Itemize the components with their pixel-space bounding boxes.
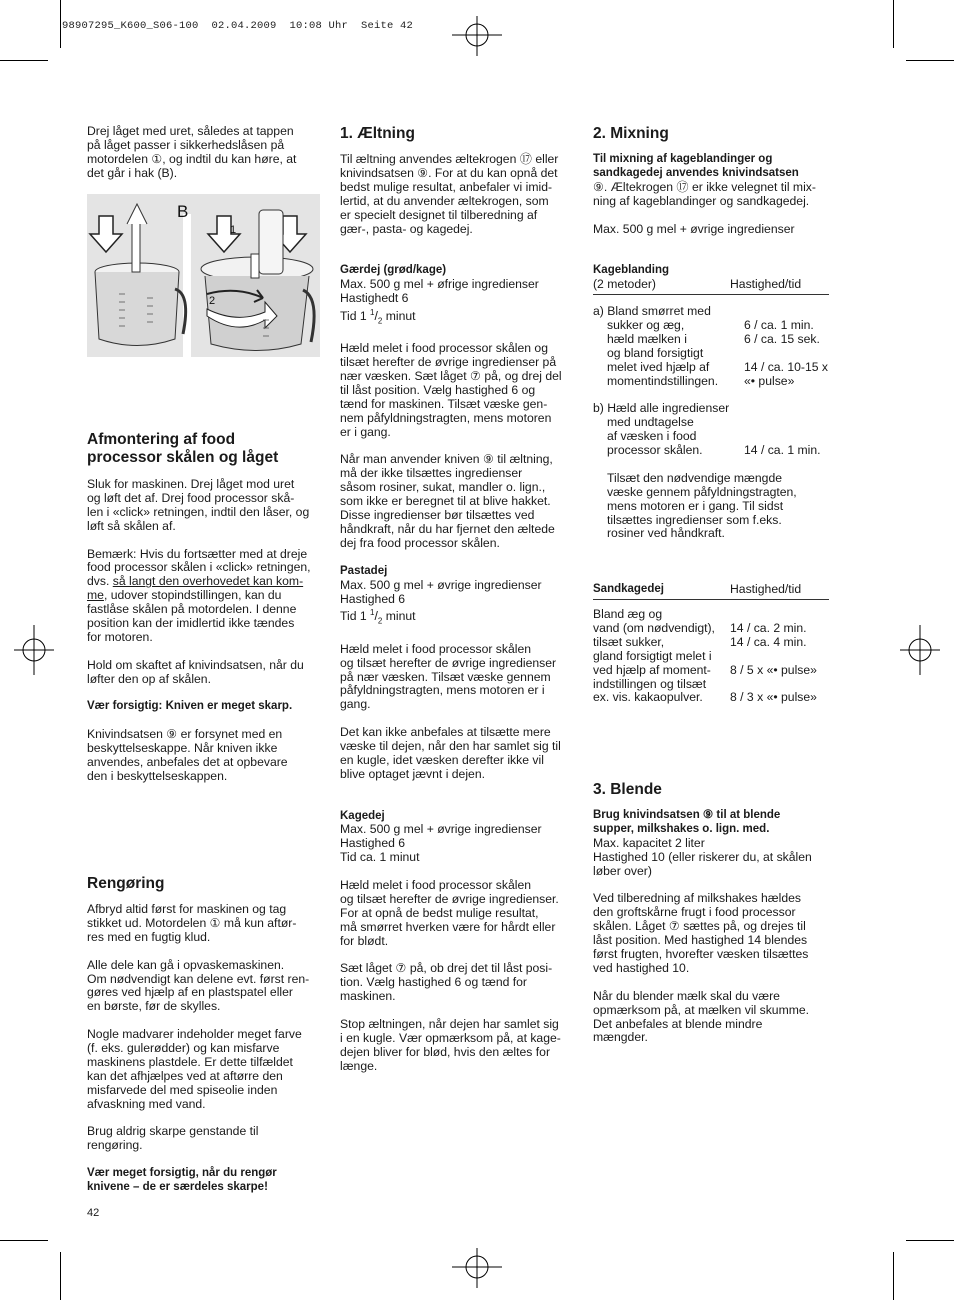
crop-mark [906, 1240, 954, 1241]
text-line: Max. 500 g mel + øvrige ingredienser [340, 822, 542, 837]
text-line: en børste, før de skylles. [87, 999, 221, 1014]
text-line: og løft det af. Drej food processor skå- [87, 490, 295, 505]
table-cell: tilsæt sukker, [593, 634, 665, 649]
text-line: påfyldningstragten, mens motoren er i [340, 683, 545, 698]
text-line: anvendes, anbefales det at opbevare [87, 755, 288, 770]
fraction-numerator: 1 [370, 307, 375, 317]
text-line: Disse ingredienser bør tilsættes ved [340, 508, 535, 523]
text-fragment: minut [382, 309, 416, 323]
text-line: position kan der imidlertid ikke tændes [87, 616, 295, 631]
text-line: er i gang. [340, 424, 391, 439]
figure-label-b: B [177, 202, 189, 221]
text-line: Tid ca. 1 minut [340, 850, 420, 865]
table-cell: a) Bland smørret med [593, 304, 711, 319]
text-line: Max. 500 g mel + øfrige ingredienser [340, 277, 539, 292]
text-line: Når man anvender kniven ⑨ til æltning, [340, 452, 553, 467]
column-middle [340, 125, 580, 1074]
table-cell: processor skålen. [607, 443, 703, 458]
column-left [87, 125, 327, 181]
text-line: løft så skålen af. [87, 518, 176, 533]
section-heading: Rengøring [87, 875, 165, 892]
text-line: skålen. Låget ⑦ sættes på, og drejes til [593, 919, 806, 934]
text-line: Max. kapacitet 2 liter [593, 835, 705, 850]
table-cell [744, 430, 829, 444]
table-rule [593, 294, 829, 295]
text-line: fastlåse skålen på motordelen. I denne [87, 602, 297, 617]
text-line: blive optaget jævnt i dejen. [340, 766, 485, 781]
table-title: Kageblanding [593, 264, 670, 277]
column-left-lower [87, 431, 327, 784]
crop-mark [60, 1252, 61, 1300]
column-left-cleaning [87, 875, 327, 1195]
table-cell: 14 / ca. 10-15 x [744, 359, 829, 374]
text-line: tilsættes ingredienser som f.eks. [607, 512, 782, 527]
text-line: løber over) [593, 863, 652, 878]
text-line: stikket ud. Motordelen ① må kun aftør- [87, 915, 297, 930]
text-line: Hastighed 6 [340, 591, 406, 606]
table-row [593, 622, 829, 636]
bold-line: Til mixning af kageblandinger og [593, 153, 773, 165]
text-line: Tid 1 $^1/_2$ minut [340, 608, 416, 626]
table-cell [730, 678, 829, 692]
table-cell: vand (om nødvendigt), [593, 620, 715, 635]
text-line: dej fra food processor skålen. [340, 535, 500, 550]
table-cell: med undtagelse [607, 415, 694, 430]
table-row [593, 608, 829, 622]
table-header [593, 278, 829, 292]
text-line: væske til dejen, når den har samlet sig til [340, 739, 561, 754]
table-row [593, 430, 829, 444]
text-line: Hæld melet i food processor skålen [340, 878, 532, 893]
text-line: Hastighedt 6 [340, 291, 409, 306]
text-line: Tid 1 $^1/_2$ minut [340, 307, 416, 326]
table-cell: ex. vis. kakaopulver. [593, 690, 703, 705]
section-heading: Afmontering af food [87, 431, 236, 448]
text-line: en kugle, idet væsken derefter ikke vil [340, 752, 544, 767]
table-cell: ved hjælp af moment- [593, 662, 711, 677]
text-line: Stop æltningen, når dejen har samlet sig [340, 1017, 559, 1032]
table-cell: 14 / ca. 4 min. [730, 634, 807, 649]
text-line: Bemærk: Hvis du fortsætter med at dreje [87, 546, 308, 561]
text-line: Sluk for maskinen. Drej låget mod uret [87, 477, 295, 491]
text-line: res med en fugtig klud. [87, 929, 211, 944]
text-line: ning af kageblandinger og sandkagedej. [593, 193, 810, 208]
fraction-denominator: 2 [377, 616, 383, 626]
table-cell: og bland forsigtigt [607, 345, 704, 360]
warning-text: Vær meget forsigtig, når du rengør [87, 1167, 277, 1180]
table-cell: 8 / 3 x «• pulse» [730, 690, 817, 705]
text-line: løfter den op af skålen. [87, 671, 211, 686]
text-line: og tilsæt herefter de øvrige ingredienser [340, 655, 557, 670]
table-row [593, 305, 829, 319]
table-row [593, 650, 829, 664]
crop-mark [893, 1252, 894, 1300]
table-title: Sandkagedej [593, 583, 664, 596]
text-line: nær væsken. Sæt låget ⑦ på, og drej del [340, 369, 562, 384]
underlined-text: så langt den overhovedet kan kom- [112, 574, 304, 589]
text-line: afvaskning med vand. [87, 1096, 206, 1111]
table-row [593, 402, 829, 416]
crop-mark [0, 60, 48, 61]
intro-line: motordelen ①, og indtil du kan høre, at [87, 151, 297, 166]
section-heading: 1. Æltning [340, 125, 415, 142]
warning-text: Vær forsigtig: Kniven er meget skarp. [87, 700, 293, 713]
table-cell [744, 416, 829, 430]
text-line: len i «click» retningen, indtil den låser, og [87, 504, 310, 519]
fraction-numerator: 1 [370, 608, 375, 618]
recipe-title: Gærdej (grød/kage) [340, 264, 447, 277]
table-row [593, 444, 829, 458]
text-fragment: dvs. [87, 574, 113, 589]
text-line: ⑨. Æltekrogen ⑰ er ikke velegnet til mix- [593, 179, 816, 194]
text-line: maskinen. [340, 989, 396, 1004]
text-line: som ikke er beregnet til at blive hakket. [340, 494, 551, 509]
text-line: Sæt låget ⑦ på, ob drej det til låst posi- [340, 961, 553, 976]
table-cell [730, 650, 829, 664]
text-line: bedst mulige resultat, anbefaler vi imid- [340, 179, 553, 194]
text-line: Max. 500 g mel + øvrige ingredienser [340, 577, 542, 592]
text-fragment: , udover stopindstillingen, kan du [103, 588, 282, 603]
text-line: rosiner ved håndkraft. [607, 526, 725, 541]
text-line: For at opnå de bedst mulige resultat, [340, 905, 539, 920]
text-line: Tilsæt den nødvendige mængde [607, 470, 783, 485]
table-cell: 6 / ca. 15 sek. [744, 331, 820, 346]
assembly-illustration [87, 194, 320, 357]
table-cell: af væsken i food [607, 429, 697, 444]
table-row [593, 636, 829, 650]
text-line: Max. 500 g mel + øvrige ingredienser [593, 221, 795, 236]
text-line: Nogle madvarer indeholder meget farve [87, 1027, 302, 1042]
table-row [593, 319, 829, 333]
registration-mark [900, 625, 940, 675]
registration-mark [14, 625, 54, 675]
text-line: rengøring. [87, 1138, 143, 1153]
crop-mark [893, 0, 894, 48]
table-cell [793, 402, 829, 416]
table-cell: 8 / 5 x «• pulse» [730, 662, 817, 677]
text-line: ved hastighed 10. [593, 960, 690, 975]
text-line: beskyttelseskappe. Når kniven ikke [87, 741, 278, 756]
text-line: må der ikke tilsættes ingredienser [340, 466, 523, 481]
registration-mark [452, 16, 502, 56]
bold-line: sandkagedej anvendes knivindsatsen [593, 166, 799, 179]
text-fragment: Tid 1 [340, 309, 371, 323]
table-col-header: Hastighed/tid [730, 277, 802, 292]
table-cell: momentindstillingen. [607, 373, 719, 388]
text-line: Det anbefales at blende mindre [593, 1016, 763, 1031]
bold-line: Brug knivindsatsen ⑨ til at blende [593, 809, 781, 821]
text-line: Brug aldrig skarpe genstande til [87, 1124, 259, 1139]
table-cell: melet ived hjælp af [607, 359, 710, 374]
bold-line: supper, milkshakes o. lign. med. [593, 822, 770, 835]
text-line: Afbryd altid først for maskinen og tag [87, 902, 287, 916]
recipe-title: Kagedej [340, 809, 385, 822]
text-line: mens motoren er i gang. Til sidst [607, 498, 784, 513]
text-line: Alle dele kan gå i opvaskemaskinen. [87, 957, 285, 972]
table-row [593, 416, 829, 430]
column-right [593, 125, 829, 705]
text-line: dejen bliver for blød, hvis den æltes for [340, 1044, 550, 1059]
text-line: Det kan ikke anbefales at tilsætte mere [340, 725, 551, 740]
text-line: tion. Vælg hastighed 6 og tænd for [340, 975, 527, 990]
table-row [593, 375, 829, 389]
text-line: Knivindsatsen ⑨ er forsynet med en [87, 727, 283, 742]
table-header [593, 583, 829, 597]
table-cell: hæld mælken i [607, 331, 687, 346]
text-line: lertid, at du anvender æltekrogen, som [340, 193, 549, 208]
text-line: knivindsatsen ⑨. For at du kan opnå det [340, 165, 558, 180]
text-line: Hæld melet i food processor skålen og [340, 341, 548, 356]
text-line: den groftskårne frugt i food processor [593, 905, 796, 920]
underlined-text: me [87, 588, 104, 603]
text-line: Hold om skaftet af knivindsatsen, når du [87, 657, 304, 672]
text-line: i en kugle. Vær opmærksom på, at kage- [340, 1031, 561, 1045]
text-line: Om nødvendigt kan delene evt. først ren- [87, 971, 310, 986]
fraction-denominator: 2 [377, 316, 383, 326]
text-line: misfarvede del med spiseolie inden [87, 1082, 278, 1097]
text-line: Hæld melet i food processor skålen [340, 641, 532, 656]
table-row [593, 361, 829, 375]
text-line: Til æltning anvendes æltekrogen ⑰ eller [340, 152, 559, 166]
table-cell [730, 608, 829, 622]
text-line [87, 589, 327, 603]
table-cell: 14 / ca. 2 min. [730, 620, 807, 635]
intro-line: på låget passer i sikkerhedslåsen på [87, 137, 285, 152]
crop-mark [60, 0, 61, 48]
text-line: Hastighed 6 [340, 836, 406, 851]
text-line: håndkraft, når du har fjernet den æltede [340, 522, 555, 536]
text-line: til låst position. Vælg hastighed 6 og [340, 382, 536, 397]
text-line: længe. [340, 1058, 378, 1073]
table-row [593, 691, 829, 705]
table-cell: 6 / ca. 1 min. [744, 317, 814, 332]
table-col-header: Hastighed/tid [730, 582, 802, 597]
text-line: tilsæt herefter de øvrige ingredienser på [340, 355, 557, 370]
text-line: først frugten, hvorefter væsken tilsættes [593, 947, 809, 962]
text-line: maskinens plastdele. Er dette tilfældet [87, 1054, 293, 1069]
warning-text: knivene – de er særdeles skarpe! [87, 1181, 268, 1194]
table-row [593, 347, 829, 361]
text-line: gøres ved hjælp af en plastspatel eller [87, 985, 293, 1000]
figure-step-2: 2 [209, 295, 216, 307]
table-cell: 14 / ca. 1 min. [744, 443, 821, 458]
text-line: food processor skålen i «click» retningen, [87, 560, 311, 575]
text-line: for blødt. [340, 933, 389, 948]
text-line: såsom rosiner, sukat, mandler o. lign., [340, 480, 546, 495]
table-cell: indstillingen og tilsæt [593, 676, 707, 691]
text-line [87, 575, 327, 589]
text-line: tænd for maskinen. Tilsæt væske gen- [340, 396, 548, 411]
text-fragment: Tid 1 [340, 609, 371, 624]
text-line: må smørret hverken være for hårdt eller [340, 919, 556, 934]
table-cell: «• pulse» [744, 373, 795, 388]
text-line: gær-, pasta- og kagedej. [340, 221, 473, 236]
text-line: på nær væsken. Tilsæt væske gennem [340, 669, 551, 684]
text-line: er specielt designet til tilberedning af [340, 207, 538, 222]
table-subtitle: (2 metoder) [593, 277, 656, 292]
text-line: Ved tilberedning af milkshakes hældes [593, 891, 801, 906]
column-right-blend [593, 781, 829, 1045]
table-cell: b) Hæld alle ingredienser [593, 401, 730, 416]
table-cell: sukker og æg, [607, 317, 685, 332]
intro-line: Drej låget med uret, således at tappen [87, 124, 294, 138]
text-line: for motoren. [87, 629, 153, 644]
text-line: låst position. Med hastighed 14 blendes [593, 933, 808, 948]
table-cell: Bland æg og [593, 606, 663, 621]
figure-step-1: 1 [230, 224, 237, 236]
text-line: og tilsæt herefter de øvrige ingredienser. [340, 891, 559, 906]
section-heading: 3. Blende [593, 781, 662, 798]
text-line: den i beskyttelseskappen. [87, 768, 228, 783]
table-row [593, 333, 829, 347]
crop-mark [0, 1240, 48, 1241]
table-rule [593, 599, 829, 600]
intro-line: det går i hak (B). [87, 165, 178, 180]
registration-mark [452, 1248, 502, 1288]
text-line: gang. [340, 697, 371, 712]
print-slug: 98907295_K600_S06-100 02.04.2009 10:08 Uhr Seite 42 [62, 20, 414, 32]
text-line: mængder. [593, 1030, 648, 1045]
recipe-title: Pastadej [340, 564, 388, 577]
text-line: væske gennem påfyldningstragten, [607, 484, 797, 499]
crop-mark [906, 60, 954, 61]
text-line: kan det afhjælpes ved at aftørre den [87, 1068, 283, 1083]
text-line: opmærksom på, at mælken vil skumme. [593, 1002, 810, 1017]
text-line: nem påfyldningstragten, mens motoren [340, 410, 552, 425]
table-cell [744, 347, 829, 361]
text-line: Hastighed 10 (eller riskerer du, at skålen [593, 849, 812, 864]
table-cell [730, 305, 829, 319]
section-heading: processor skålen og låget [87, 449, 279, 466]
table-row [593, 664, 829, 678]
table-row [593, 678, 829, 692]
table-cell: gland forsigtigt melet i [593, 648, 712, 663]
text-fragment: minut [382, 609, 416, 624]
page-number: 42 [87, 1207, 100, 1219]
text-line: (f. eks. gulerødder) og kan misfarve [87, 1041, 280, 1056]
text-line: Når du blender mælk skal du være [593, 988, 780, 1003]
section-heading: 2. Mixning [593, 125, 669, 142]
